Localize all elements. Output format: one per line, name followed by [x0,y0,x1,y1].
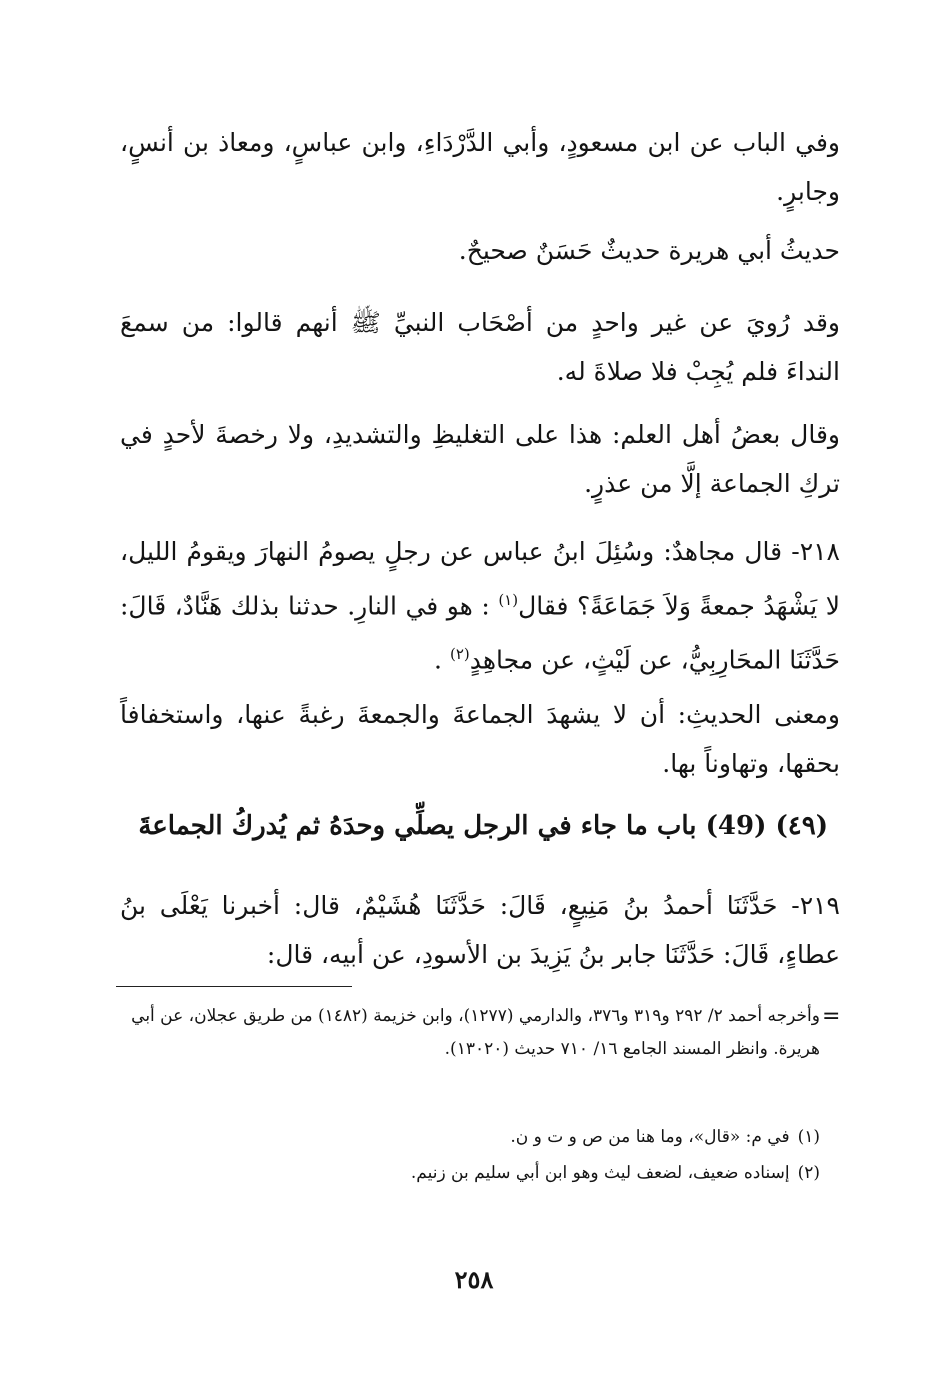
footnote-continuation-mark: = [822,1004,841,1029]
footnote-2 [120,1157,820,1190]
footnote-divider [116,986,352,987]
footnote-continuation: وأخرجه أحمد ٢/ ٢٩٢ و٣١٩ و٣٧٦، والدارمي (١٢٧٧)، وابن خزيمة (١٤٨٢) من طريق عجلان، عن أبي هريرة. وانظر المسند الجامع ١٦/ ٧١٠ حديث (١٣٠٢٠). [131,1006,820,1059]
footnote-2-number: (٢) [797,1163,820,1183]
paragraph-related-narrations: وفي الباب عن ابن مسعودٍ، وأبي الدَّرْدَاءِ، وابن عباسٍ، ومعاذ بن أنسٍ، وجابرٍ. [120,128,840,206]
footnote-1 [120,1121,820,1154]
chapter-heading: (٤٩) (49) باب ما جاء في الرجل يصلِّي وحدَهُ ثم يُدركُ الجماعةَ [138,811,828,841]
hadith-218 [120,527,840,685]
paragraph-grading: حديثُ أبي هريرة حديثٌ حَسَنٌ صحيحٌ. [458,236,840,265]
page-number: ٢٥٨ [454,1265,494,1294]
footnote-1-number: (١) [797,1127,820,1147]
hadith-218-text: ٢١٨- قال مجاهدٌ: وسُئِلَ ابنُ عباس عن رجلٍ يصومُ النهارَ ويقومُ الليل، لا يَشْهَدُ جمعةً وَلاَ جَمَاعَةً؟ فقال [120,537,840,621]
paragraph-scholars-view: وقال بعضُ أهل العلم: هذا على التغليظِ والتشديدِ، ولا رخصةَ لأحدٍ في تركِ الجماعة إلَّا من عذرٍ. [120,420,840,498]
paragraph-companions-view: وقد رُويَ عن غير واحدٍ من أصْحَاب النبيِّ ﷺ أنهم قالوا: من سمعَ النداءَ فلم يُجِبْ فلا صلاةَ له. [120,308,840,386]
paragraph-meaning: ومعنى الحديثِ: أن لا يشهدَ الجماعةَ والجمعةَ رغبةً عنها، واستخفافاً بحقها، وتهاوناً بها. [120,700,840,778]
hadith-218-end: . [434,645,442,675]
footnote-ref-2: (٢) [449,645,470,664]
hadith-218-text-2: : هو في النارِ. حدثنا بذلك هَنَّادٌ، قَالَ: حَدَّثَنَا المحَارِبِيُّ، عن لَيْثٍ، عن مجاهِدٍ [120,591,840,675]
hadith-219: ٢١٩- حَدَّثَنَا أحمدُ بنُ مَنِيعٍ، قَالَ: حَدَّثَنَا هُشَيْمٌ، قال: أخبرنا يَعْلَى بنُ عطاءٍ، قَالَ: حَدَّثَنَا جابر بنُ يَزِيدَ بن الأسودِ، عن أبيه، قال: [120,891,840,969]
footnote-1-text: في م: «قال»، وما هنا من ص و ت و ن. [510,1127,790,1147]
footnote-2-text: إسناده ضعيف، لضعف ليث وهو ابن أبي سليم بن زنيم. [410,1163,790,1183]
footnote-ref-1: (١) [498,591,519,609]
